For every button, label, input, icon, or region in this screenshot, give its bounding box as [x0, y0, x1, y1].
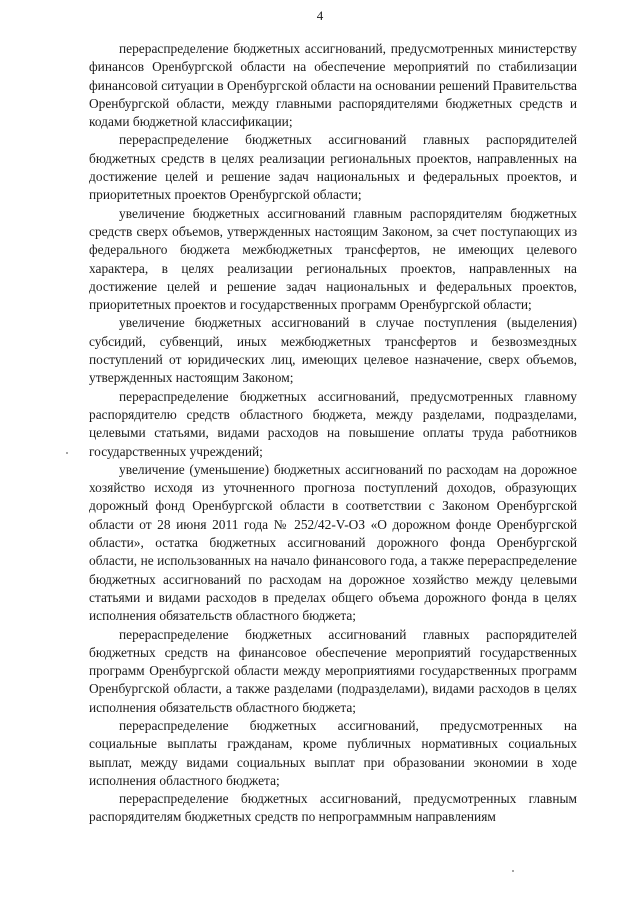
scan-speck	[66, 452, 68, 454]
paragraph-2: перераспределение бюджетных ассигнований главных распорядителей бюджетных средств в целях реализации региональных проектов, направленных на достижение целей и решение задач национальных и федеральных проектов, и приоритетных проектов Оренбургской области;	[89, 132, 577, 203]
scan-speck	[512, 870, 514, 872]
paragraph-7: перераспределение бюджетных ассигнований главных распорядителей бюджетных средств на финансовое обеспечение мероприятий государственных программ Оренбургской области между мероприятиями государственных программ Оренбургской области, а также разделами (подразделами), видами расходов в целях исполнения обязательств областного бюджета;	[89, 626, 577, 715]
paragraph-1: перераспределение бюджетных ассигнований, предусмотренных министерству финансов Оренбургской области на обеспечение мероприятий по стабилизации финансовой ситуации в Оренбургской области на основании решений Правительства Оренбургской области, между главными распорядителями бюджетных средств и кодами бюджетной классификации;	[89, 41, 577, 130]
paragraph-4: увеличение бюджетных ассигнований в случае поступления (выделения) субсидий, субвенций, иных межбюджетных трансфертов и безвозмездных поступлений от юридических лиц, имеющих целевое назначение, сверх объемов, утвержденных настоящим Законом;	[89, 315, 577, 386]
paragraph-5: перераспределение бюджетных ассигнований, предусмотренных главному распорядителю средств областного бюджета, между разделами, подразделами, целевыми статьями, видами расходов на повышение оплаты труда работников государственных учреждений;	[89, 388, 577, 459]
page-number: 4	[316, 8, 324, 23]
paragraph-8: перераспределение бюджетных ассигнований, предусмотренных на социальные выплаты гражданам, кроме публичных нормативных социальных выплат, между видами социальных выплат при образовании экономии в ходе исполнения областного бюджета;	[89, 717, 577, 788]
paragraph-3: увеличение бюджетных ассигнований главным распорядителям бюджетных средств сверх объемов, утвержденных настоящим Законом, за счет поступающих из федерального бюджета межбюджетных трансфертов, не имеющих целевого характера, в целях реализации региональных проектов, направленных на достижение целей и решение задач национальных и федеральных проектов, приоритетных проектов и государственных программ Оренбургской области;	[89, 205, 577, 313]
paragraph-6: увеличение (уменьшение) бюджетных ассигнований по расходам на дорожное хозяйство исходя из уточненного прогноза поступлений доходов, образующих дорожный фонд Оренбургской области в соответствии с Законом Оренбургской области от 28 июня 2011 года № 252/42-V-ОЗ «О дорожном фонде Оренбургской области», остатка бюджетных ассигнований дорожного фонда Оренбургской области, не использованных на начало финансового года, а также перераспределение бюджетных ассигнований по расходам на дорожное хозяйство между целевыми статьями и видами расходов в пределах общего объема дорожного фонда в целях исполнения обязательств областного бюджета;	[89, 461, 577, 624]
paragraph-9: перераспределение бюджетных ассигнований, предусмотренных главным распорядителям бюджетных средств по непрограммным направлениям	[89, 791, 577, 825]
body-text	[89, 40, 577, 827]
